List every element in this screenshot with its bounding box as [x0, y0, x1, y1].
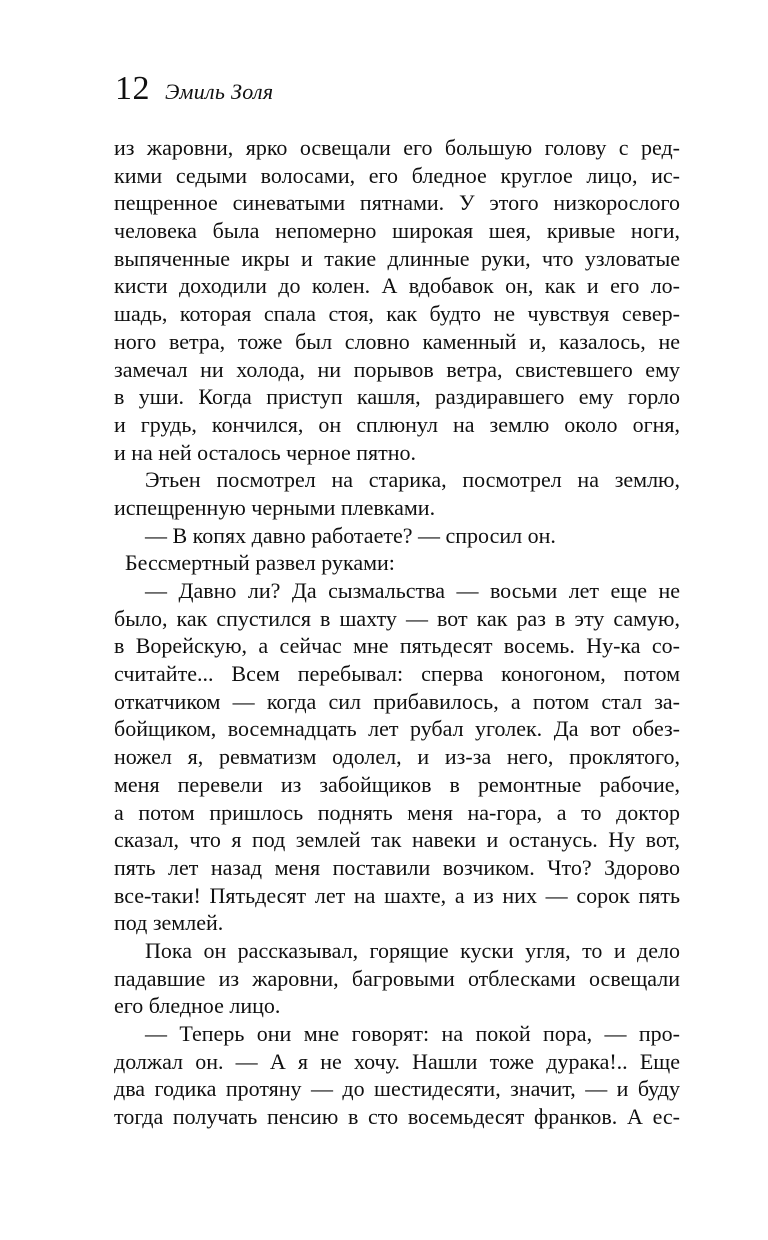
text-line: все-таки! Пятьдесят лет на шахте, а из них — сорок пять	[114, 882, 680, 908]
text-line: тогда получать пенсию в сто восемьдесят франков. А ес-	[114, 1104, 680, 1130]
text-line: — В копях давно работаете? — спросил он.	[145, 522, 556, 548]
text-line: кими седыми волосами, его бледное круглое лицо, ис-	[114, 162, 680, 188]
text-line: Бессмертный развел руками:	[125, 550, 395, 576]
text-line: из жаровни, ярко освещали его большую голову с ред-	[114, 135, 680, 160]
text-line: — Теперь они мне говорят: на покой пора, — про-	[145, 1021, 680, 1046]
page-number: 12	[115, 70, 150, 107]
paragraph	[114, 1020, 680, 1131]
text-line: два годика протяну — до шестидесяти, значит, — и буду	[114, 1076, 680, 1102]
text-body	[114, 134, 680, 1131]
text-line: Пока он рассказывал, горящие куски угля, то и дело	[145, 937, 680, 963]
text-line: пять лет назад меня поставили возчиком. Что? Здорово	[114, 854, 680, 880]
text-line: ножел я, ревматизм одолел, и из-за него, проклятого,	[114, 744, 680, 770]
text-line: замечал ни холода, ни порывов ветра, свистевшего ему	[114, 356, 680, 382]
text-line: меня перевели из забойщиков в ремонтные рабочие,	[114, 771, 680, 797]
text-line: испещренную черными плевками.	[114, 494, 436, 520]
paragraph	[114, 549, 680, 577]
text-line: его бледное лицо.	[114, 993, 281, 1019]
text-line: шадь, которая спала стоя, как будто не чувствуя север-	[114, 301, 680, 327]
text-line: должал он. — А я не хочу. Нашли тоже дурака!.. Еще	[114, 1048, 680, 1074]
text-line: падавшие из жаровни, багровыми отблесками освещали	[114, 965, 680, 991]
paragraph	[114, 466, 680, 521]
text-line: считайте... Всем перебывал: сперва коногоном, потом	[114, 661, 680, 687]
text-line: и на ней осталось черное пятно.	[114, 439, 417, 465]
paragraph	[114, 937, 680, 1020]
running-head: Эмиль Золя	[165, 79, 274, 104]
paragraph	[114, 522, 680, 550]
text-line: — Давно ли? Да сызмальства — восьми лет еще не	[145, 578, 680, 603]
text-line: в Ворейскую, а сейчас мне пятьдесят восемь. Ну-ка со-	[114, 633, 680, 659]
text-line: и грудь, кончился, он сплюнул на землю около огня,	[114, 411, 680, 437]
page-header	[115, 72, 273, 106]
text-line: кисти доходили до колен. А вдобавок он, как и его ло-	[114, 273, 680, 299]
text-line: а потом пришлось поднять меня на-гора, а то доктор	[114, 799, 680, 825]
text-line: ного ветра, тоже был словно каменный и, казалось, не	[114, 328, 680, 354]
paragraph	[114, 134, 680, 466]
text-line: в уши. Когда приступ кашля, раздиравшего ему горло	[114, 384, 680, 410]
text-line: выпяченные икры и такие длинные руки, что узловатые	[114, 245, 680, 271]
text-line: откатчиком — когда сил прибавилось, а потом стал за-	[114, 688, 680, 714]
text-line: было, как спустился в шахту — вот как раз в эту самую,	[114, 605, 680, 631]
text-line: Этьен посмотрел на старика, посмотрел на землю,	[145, 467, 680, 493]
text-line: пещренное синеватыми пятнами. У этого низкорослого	[114, 190, 680, 216]
paragraph	[114, 577, 680, 937]
text-line: под землей.	[114, 910, 224, 936]
text-line: человека была непомерно широкая шея, кривые ноги,	[114, 218, 680, 244]
text-line: сказал, что я под землей так навеки и останусь. Ну вот,	[114, 827, 680, 853]
text-line: бойщиком, восемнадцать лет рубал уголек. Да вот обез-	[114, 716, 680, 742]
